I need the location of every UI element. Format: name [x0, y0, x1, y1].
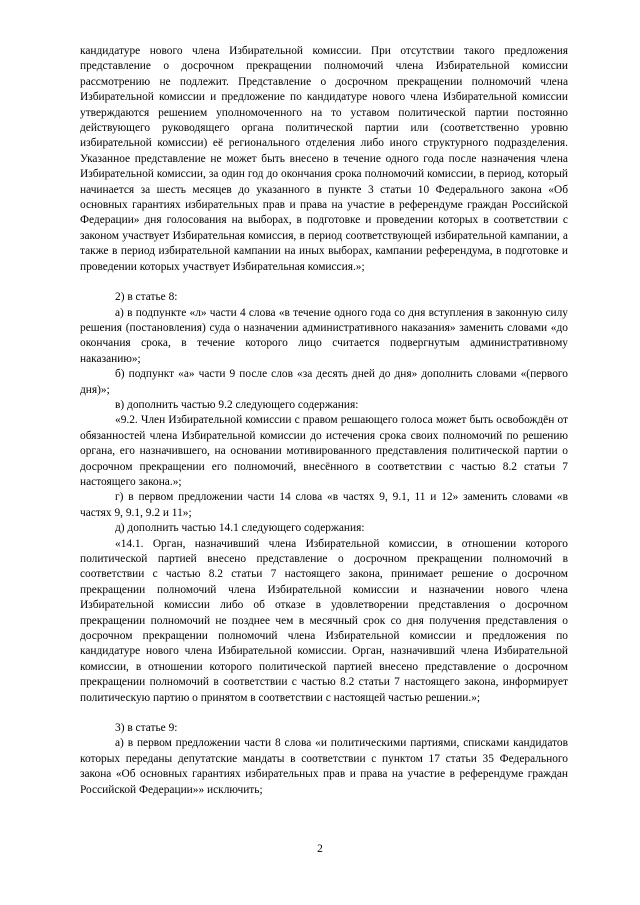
- paragraph-8e: д) дополнить частью 14.1 следующего содержания:: [115, 522, 365, 535]
- paragraph-8a: а) в подпункте «л» части 4 слова «в течение одного года со дня вступления в законную силу решения (постановления) суда о назначении административного наказания» заменить словами «до окончания срока, в течение которого лицо считается подвергнутым административному наказанию»;: [80, 306, 568, 365]
- paragraph-8b: б) подпункт «а» части 9 после слов «за десять дней до дня» дополнить словами «(первого дня)»;: [80, 368, 568, 396]
- paragraph-9a: а) в первом предложении части 8 слова «и политическими партиями, списками кандидатов которых переданы депутатские мандаты в соответствии с пунктом 17 статьи 35 Федерального закона «Об основных гарантиях избирательных прав и права на участие в референдуме граждан Российской Федерации»» исключить;: [80, 737, 568, 796]
- paragraph-8d: г) в первом предложении части 14 слова «в частях 9, 9.1, 11 и 12» заменить словами «в частях 9, 9.1, 9.2 и 11»;: [80, 491, 568, 519]
- paragraph-9-2: «9.2. Член Избирательной комиссии с правом решающего голоса может быть освобождён от обязанностей члена Избирательной комиссии до истечения срока своих полномочий по решению органа, его назначившего, на основании мотивированного представления политической партии о досрочном прекращении его полномочий, внесённого в соответствии с частью 8.2 статьи 7 настоящего закона.»;: [80, 414, 568, 488]
- paragraph-article-9: 3) в статье 9:: [115, 722, 178, 735]
- paragraph-article-8: 2) в статье 8:: [115, 291, 178, 304]
- paragraph-14-1: «14.1. Орган, назначивший члена Избирательной комиссии, в отношении которого политической партией внесено представление о досрочном прекращении полномочий в соответствии с частью 8.2 статьи 7 настоящего закона, принимает решение о досрочном прекращении полномочий члена Избирательной комиссии и назначении нового члена Избирательной комиссии либо об отказе в удовлетворении представления о досрочном прекращении полномочий не позднее чем в месячный срок со дня получения представления о досрочном прекращении полномочий члена Избирательной комиссии и предложения по кандидатуре нового члена Избирательной комиссии. Орган, назначивший члена Избирательной комиссии, в отношении которого политической партией внесено представление о досрочном прекращении полномочий в соответствии с частью 8.2 статьи 7 настоящего закона, информирует политическую партию о принятом в соответствии с настоящей частью решении.»;: [80, 537, 568, 704]
- page-number: 2: [317, 843, 323, 855]
- document-body: [80, 44, 568, 798]
- paragraph-8c: в) дополнить частью 9.2 следующего содержания:: [115, 398, 359, 411]
- paragraph-continuation: кандидатуре нового члена Избирательной комиссии. При отсутствии такого предложения представление о досрочном прекращении полномочий члена Избирательной комиссии рассмотрению не подлежит. Представление о досрочном прекращении полномочий члена Избирательной комиссии и предложение по кандидатуре нового члена Избирательной комиссии утверждаются решением уполномоченного на то уставом политической партии постоянно действующего руководящего органа политической партии или (соответственно уровню избирательной комиссии) её регионального отделения либо иного структурного подразделения. Указанное представление не может быть внесено в течение одного года после назначения члена Избирательной комиссии, за один год до окончания срока полномочий комиссии, в период, который начинается за шесть месяцев до указанного в пункте 3 статьи 10 Федерального закона «Об основных гарантиях избирательных прав и права на участие в референдуме граждан Российской Федерации» дня голосования на выборах, в подготовке и проведении которых в соответствии с законом участвует Избирательная комиссия, в период соответствующей избирательной кампании, а также в период избирательной кампании на иных выборах, кампании референдума, в подготовке и проведении которых участвует Избирательная комиссия.»;: [80, 45, 568, 273]
